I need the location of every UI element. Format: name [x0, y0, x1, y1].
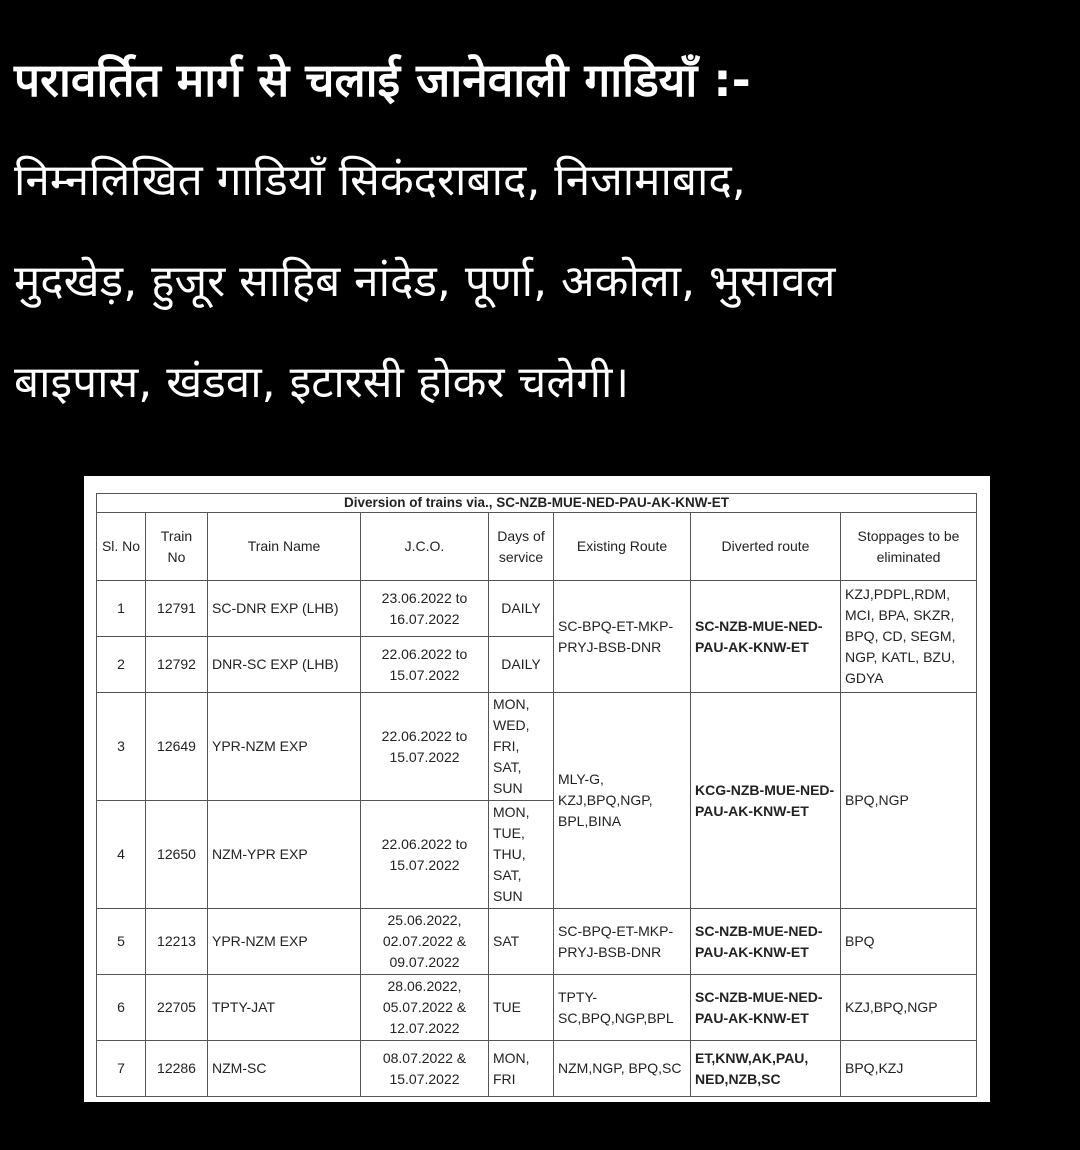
header-days: Days of service: [489, 513, 554, 581]
cell-sl: 3: [97, 693, 146, 801]
cell-diverted-route: ET,KNW,AK,PAU, NED,NZB,SC: [691, 1041, 841, 1097]
cell-jco: 08.07.2022 & 15.07.2022: [361, 1041, 489, 1097]
header-stoppages: Stoppages to be eliminated: [841, 513, 977, 581]
cell-train-name: NZM-YPR EXP: [208, 801, 361, 909]
header-jco: J.C.O.: [361, 513, 489, 581]
cell-train-name: DNR-SC EXP (LHB): [208, 637, 361, 693]
headline-title: परावर्तित मार्ग से चलाई जानेवाली गाडियाँ :-: [14, 53, 751, 107]
cell-sl: 6: [97, 975, 146, 1041]
table-row: [97, 1041, 977, 1097]
cell-train-no: 22705: [146, 975, 208, 1041]
cell-existing-route: TPTY-SC,BPQ,NGP,BPL: [554, 975, 691, 1041]
cell-existing-route: NZM,NGP, BPQ,SC: [554, 1041, 691, 1097]
table-row: [97, 975, 977, 1041]
cell-days: DAILY: [489, 637, 554, 693]
cell-sl: 1: [97, 581, 146, 637]
cell-train-no: 12792: [146, 637, 208, 693]
cell-existing-route: SC-BPQ-ET-MKP-PRYJ-BSB-DNR: [554, 581, 691, 693]
cell-stoppages: BPQ: [841, 909, 977, 975]
table-row: [97, 581, 977, 637]
cell-sl: 7: [97, 1041, 146, 1097]
cell-sl: 2: [97, 637, 146, 693]
cell-diverted-route: SC-NZB-MUE-NED-PAU-AK-KNW-ET: [691, 975, 841, 1041]
cell-train-name: NZM-SC: [208, 1041, 361, 1097]
cell-train-no: 12213: [146, 909, 208, 975]
cell-stoppages: BPQ,NGP: [841, 693, 977, 909]
table-caption: Diversion of trains via., SC-NZB-MUE-NED-PAU-AK-KNW-ET: [97, 494, 977, 513]
cell-jco: 25.06.2022, 02.07.2022 & 09.07.2022: [361, 909, 489, 975]
header-sl-no: Sl. No: [97, 513, 146, 581]
table-header-row: [97, 513, 977, 581]
cell-stoppages: KZJ,BPQ,NGP: [841, 975, 977, 1041]
cell-sl: 5: [97, 909, 146, 975]
diversion-table: [96, 493, 977, 1097]
table-row: [97, 909, 977, 975]
cell-days: SAT: [489, 909, 554, 975]
cell-diverted-route: KCG-NZB-MUE-NED-PAU-AK-KNW-ET: [691, 693, 841, 909]
cell-train-no: 12286: [146, 1041, 208, 1097]
diversion-notice-image: [84, 476, 990, 1102]
cell-diverted-route: SC-NZB-MUE-NED-PAU-AK-KNW-ET: [691, 581, 841, 693]
table-row: [97, 693, 977, 801]
cell-jco: 22.06.2022 to 15.07.2022: [361, 801, 489, 909]
header-train-name: Train Name: [208, 513, 361, 581]
cell-existing-route: SC-BPQ-ET-MKP-PRYJ-BSB-DNR: [554, 909, 691, 975]
cell-jco: 22.06.2022 to 15.07.2022: [361, 637, 489, 693]
cell-train-name: TPTY-JAT: [208, 975, 361, 1041]
header-train-no: Train No: [146, 513, 208, 581]
cell-jco: 23.06.2022 to 16.07.2022: [361, 581, 489, 637]
header-diverted-route: Diverted route: [691, 513, 841, 581]
cell-days: MON, FRI: [489, 1041, 554, 1097]
cell-train-name: SC-DNR EXP (LHB): [208, 581, 361, 637]
cell-train-name: YPR-NZM EXP: [208, 909, 361, 975]
cell-existing-route: MLY-G, KZJ,BPQ,NGP, BPL,BINA: [554, 693, 691, 909]
cell-train-no: 12791: [146, 581, 208, 637]
cell-train-no: 12650: [146, 801, 208, 909]
cell-jco: 28.06.2022, 05.07.2022 & 12.07.2022: [361, 975, 489, 1041]
cell-jco: 22.06.2022 to 15.07.2022: [361, 693, 489, 801]
cell-train-no: 12649: [146, 693, 208, 801]
headline-line-2: मुदखेड़, हुजूर साहिब नांदेड, पूर्णा, अकोला, भुसावल: [14, 256, 836, 307]
cell-days: TUE: [489, 975, 554, 1041]
cell-diverted-route: SC-NZB-MUE-NED-PAU-AK-KNW-ET: [691, 909, 841, 975]
headline-block: [14, 30, 1064, 433]
cell-sl: 4: [97, 801, 146, 909]
headline-line-1: निम्नलिखित गाडियाँ सिकंदराबाद, निजामाबाद,: [14, 155, 746, 206]
headline-line-3: बाइपास, खंडवा, इटारसी होकर चलेगी।: [14, 357, 630, 408]
cell-stoppages: KZJ,PDPL,RDM, MCI, BPA, SKZR, BPQ, CD, SEGM, NGP, KATL, BZU, GDYA: [841, 581, 977, 693]
cell-days: MON, WED, FRI, SAT, SUN: [489, 693, 554, 801]
header-existing-route: Existing Route: [554, 513, 691, 581]
cell-days: MON, TUE, THU, SAT, SUN: [489, 801, 554, 909]
cell-stoppages: BPQ,KZJ: [841, 1041, 977, 1097]
cell-days: DAILY: [489, 581, 554, 637]
cell-train-name: YPR-NZM EXP: [208, 693, 361, 801]
